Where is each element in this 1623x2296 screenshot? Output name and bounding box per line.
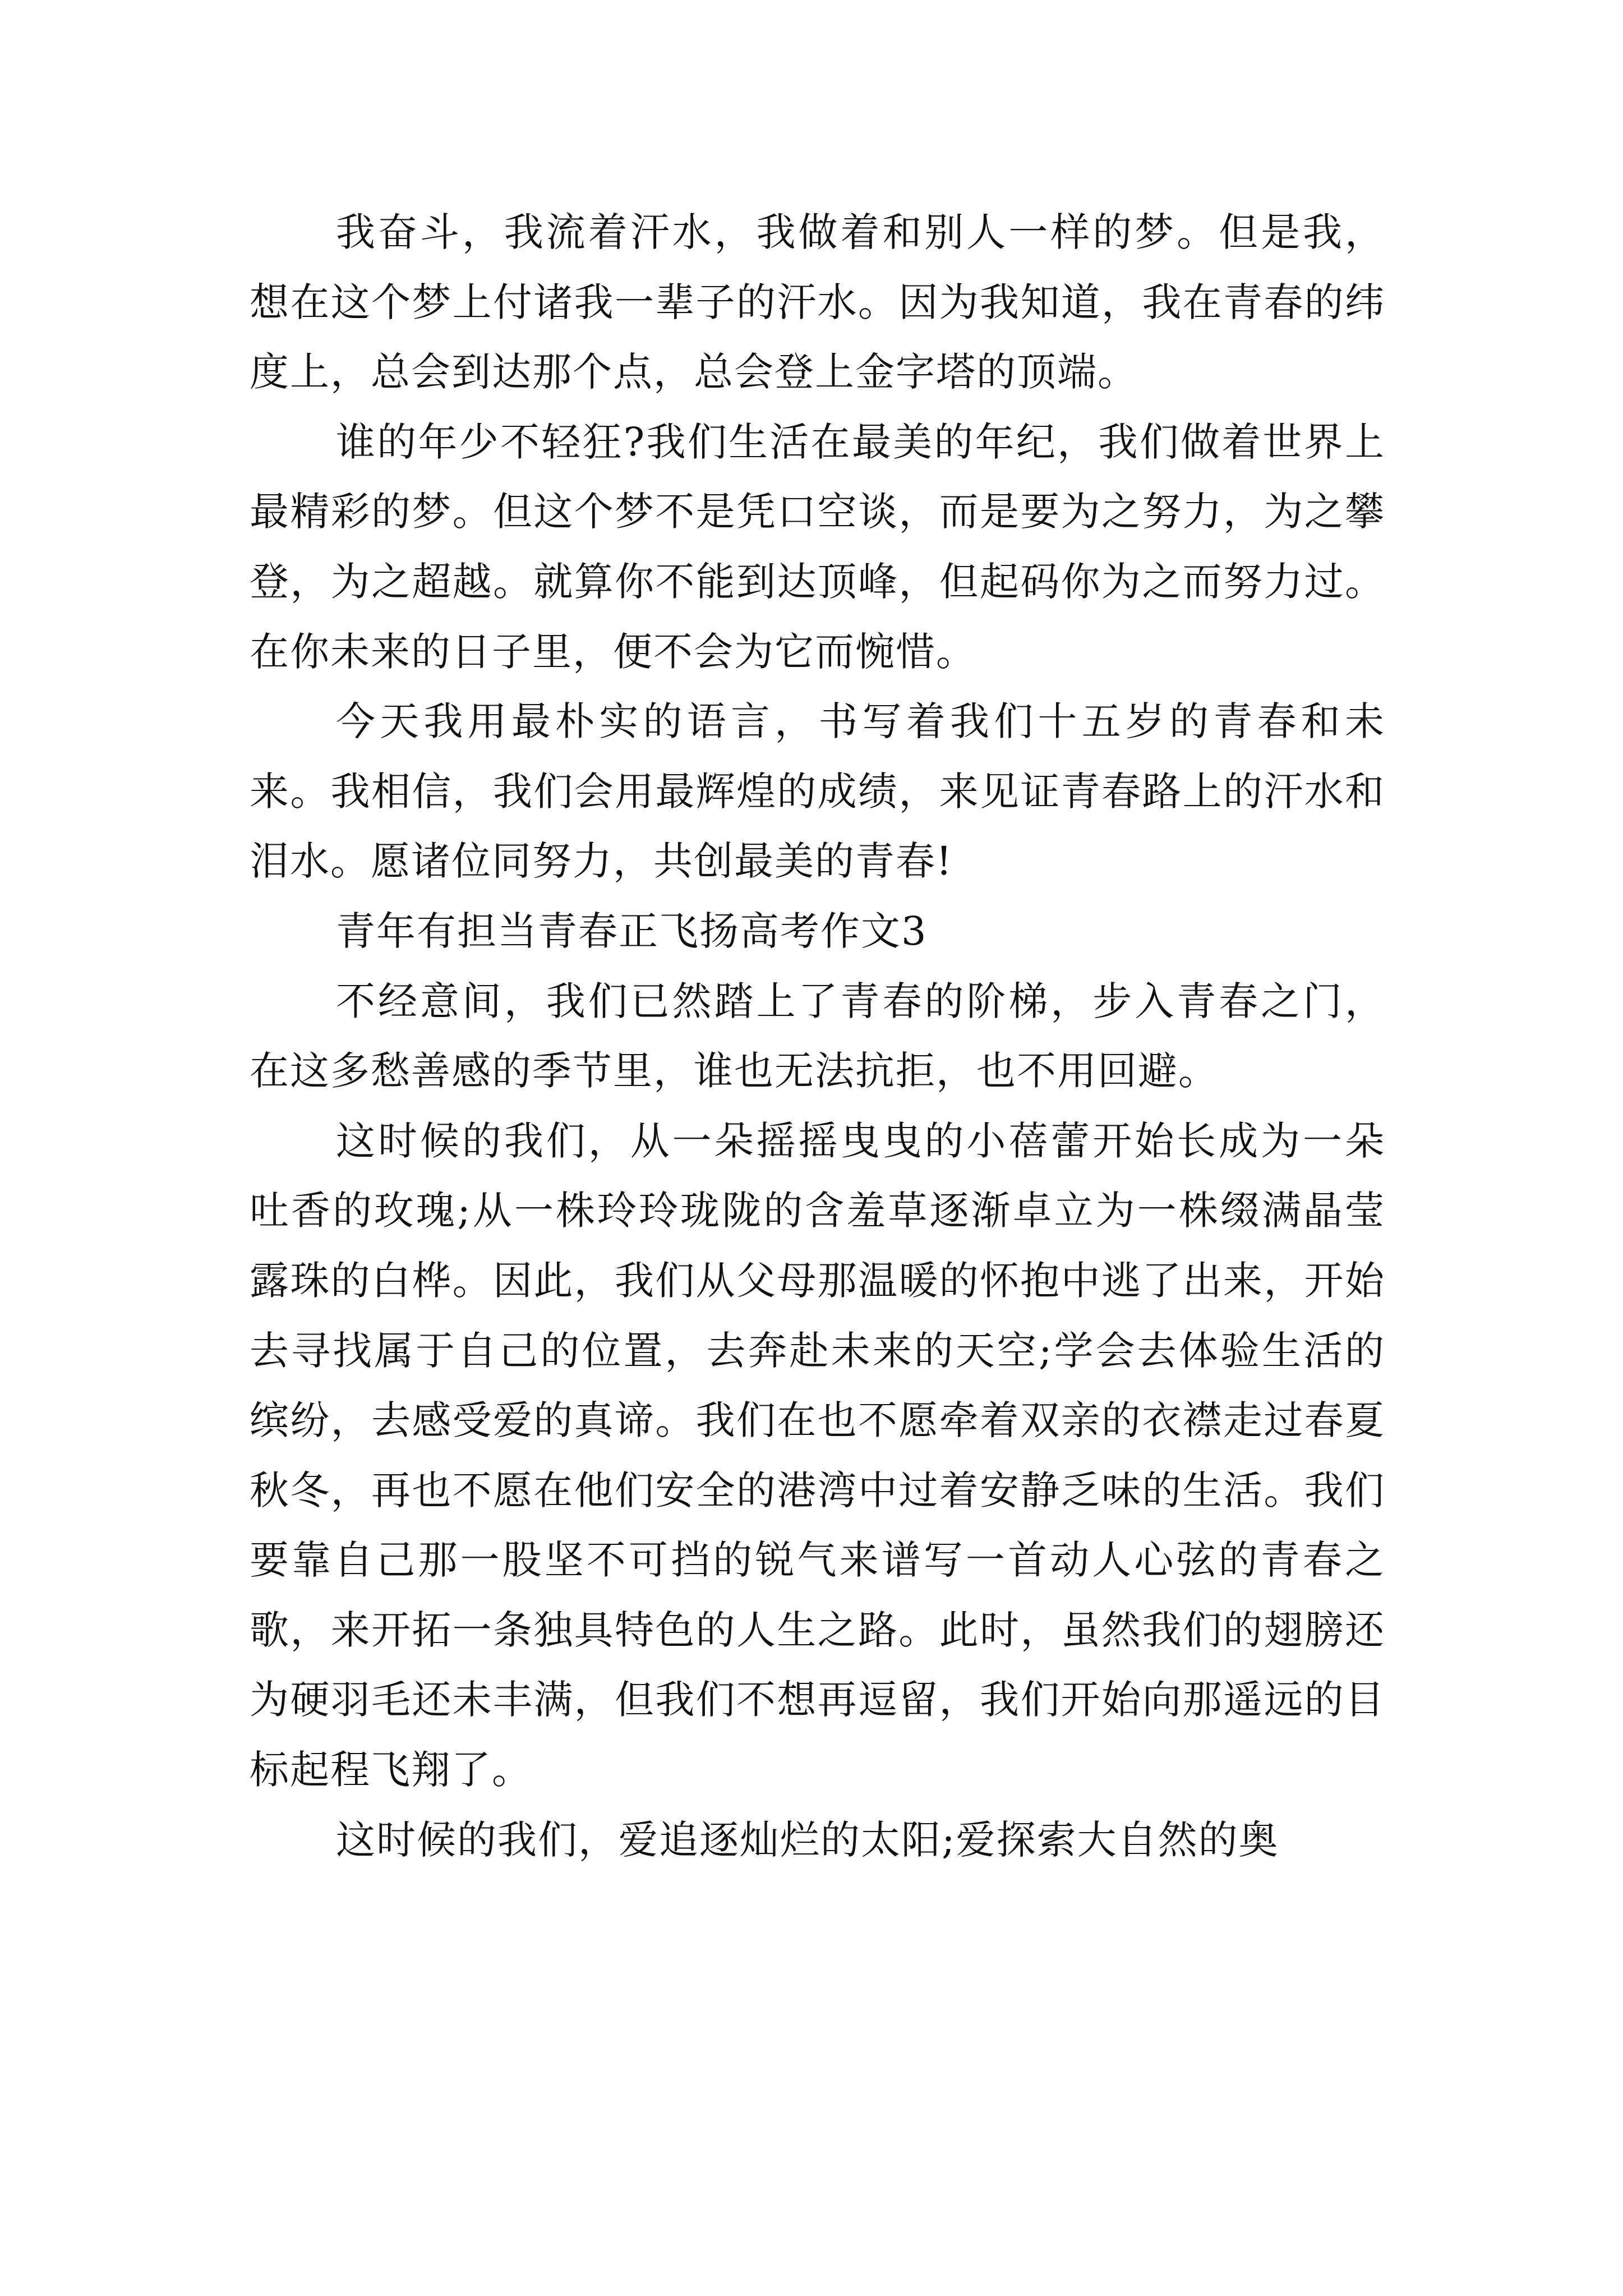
essay-heading: 青年有担当青春正飞扬高考作文3	[336, 908, 928, 954]
paragraph-3: 今天我用最朴实的语言，书写着我们十五岁的青春和未来。我相信，我们会用最辉煌的成绩，来见证青春路上的汗水和泪水。愿诸位同努力，共创最美的青春!	[250, 698, 1385, 885]
paragraph-6: 这时候的我们，爱追逐灿烂的太阳;爱探索大自然的奥	[336, 1816, 1279, 1863]
paragraph-5: 这时候的我们，从一朵摇摇曳曳的小蓓蕾开始长成为一朵吐香的玫瑰;从一株玲玲珑陇的含羞草逐渐卓立为一株缀满晶莹露珠的白桦。因此，我们从父母那温暖的怀抱中逃了出来，开始去寻找属于自己的位置，去奔赴未来的天空;学会去体验生活的缤纷，去感受爱的真谛。我们在也不愿牵着双亲的衣襟走过春夏秋冬，再也不愿在他们安全的港湾中过着安静乏味的生活。我们要靠自己那一股坚不可挡的锐气来谱写一首动人心弦的青春之歌，来开拓一条独具特色的人生之路。此时，虽然我们的翅膀还为硬羽毛还未丰满，但我们不想再逗留，我们开始向那遥远的目标起程飞翔了。	[250, 1117, 1385, 1793]
paragraph-4: 不经意间，我们已然踏上了青春的阶梯，步入青春之门，在这多愁善感的季节里，谁也无法抗拒，也不用回避。	[250, 978, 1385, 1094]
essay-body	[250, 197, 1385, 1875]
paragraph-1: 我奋斗，我流着汗水，我做着和别人一样的梦。但是我，想在这个梦上付诸我一辈子的汗水。因为我知道，我在青春的纬度上，总会到达那个点，总会登上金字塔的顶端。	[250, 209, 1385, 395]
paragraph-2: 谁的年少不轻狂?我们生活在最美的年纪，我们做着世界上最精彩的梦。但这个梦不是凭口空谈，而是要为之努力，为之攀登，为之超越。就算你不能到达顶峰，但起码你为之而努力过。在你未来的日子里，便不会为它而惋惜。	[250, 418, 1385, 675]
